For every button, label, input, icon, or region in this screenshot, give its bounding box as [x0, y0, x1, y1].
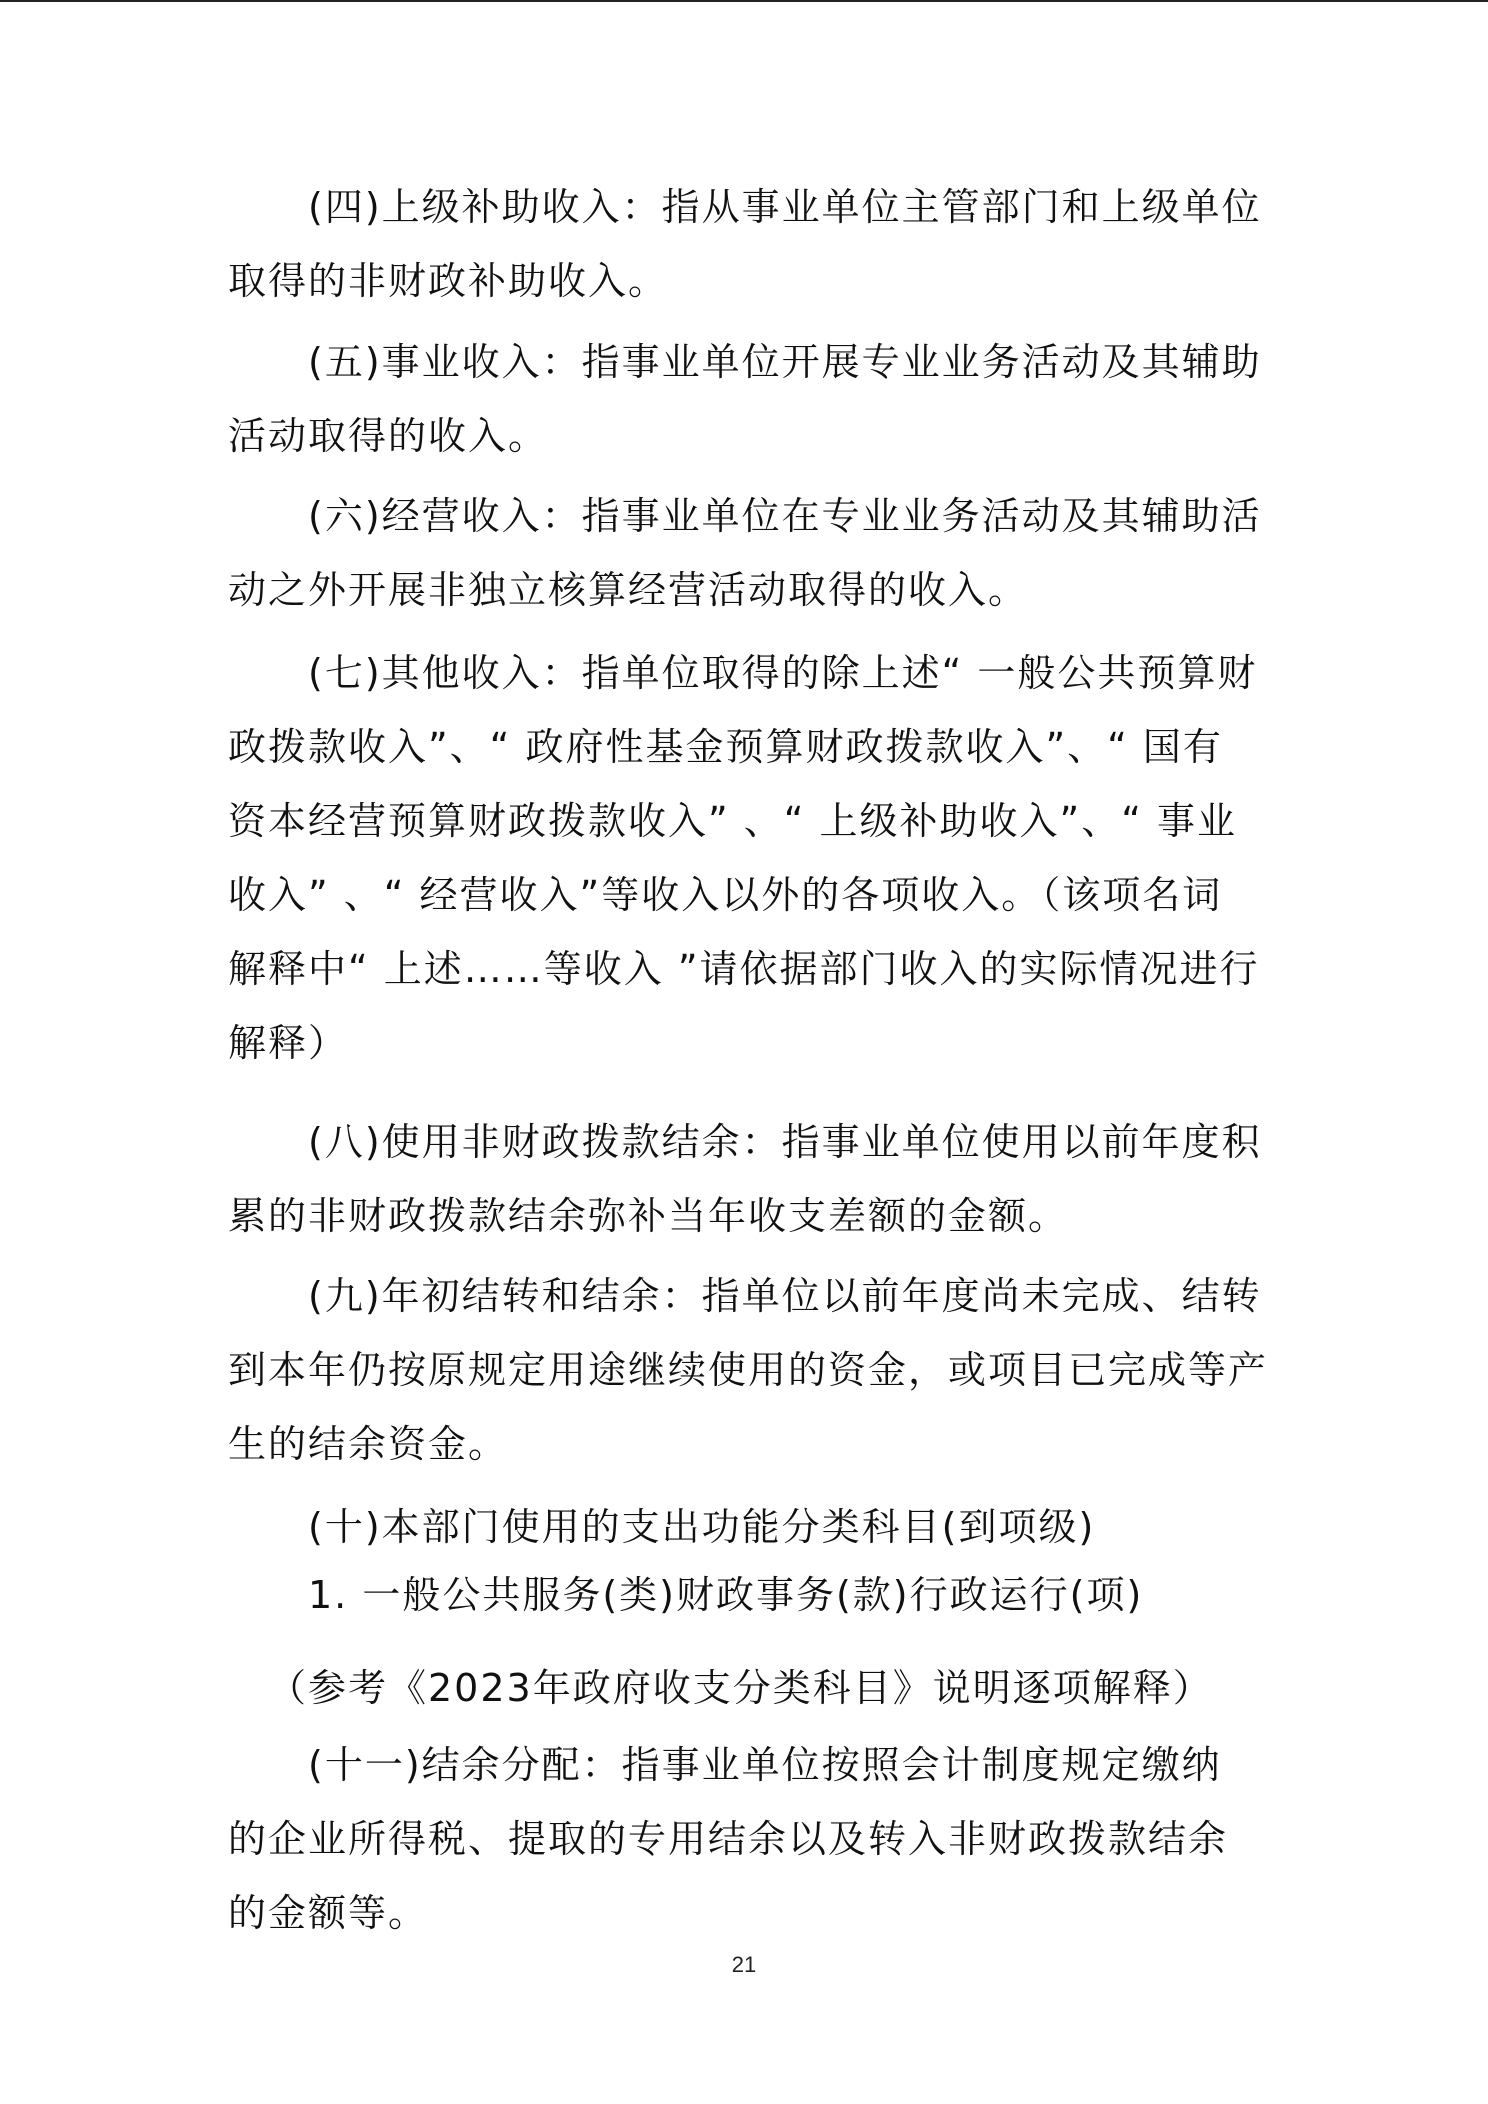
- paragraph-business-income: [228, 325, 1260, 473]
- text-line: 生的结余资金。: [228, 1422, 509, 1466]
- text-line: 政拨款收入”、“ 政府性基金预算财政拨款收入”、“ 国有: [228, 725, 1223, 769]
- paragraph-other-income: [228, 636, 1260, 1080]
- paragraph-expenditure-classification: [228, 1490, 1260, 1564]
- text-line: （参考《2023年政府收支分类科目》说明逐项解释）: [268, 1666, 1213, 1710]
- paragraph-classification-item-1: [228, 1558, 1260, 1632]
- text-line: 活动取得的收入。: [228, 414, 549, 458]
- text-line: 累的非财政拨款结余弥补当年收支差额的金额。: [228, 1194, 1069, 1238]
- text-line: 动之外开展非独立核算经营活动取得的收入。: [228, 568, 1029, 612]
- paragraph-upper-subsidy-income: [228, 170, 1260, 318]
- text-line: (八)使用非财政拨款结余：指事业单位使用以前年度积: [308, 1120, 1262, 1164]
- paragraph-operating-income: [228, 479, 1260, 627]
- text-line: (五)事业收入：指事业单位开展专业业务活动及其辅助: [308, 340, 1262, 384]
- text-line: (十一)结余分配：指事业单位按照会计制度规定缴纳: [308, 1743, 1222, 1787]
- text-line: 资本经营预算财政拨款收入” 、“ 上级补助收入”、“ 事业: [228, 799, 1237, 843]
- text-line: 解释中“ 上述……等收入 ”请依据部门收入的实际情况进行: [228, 947, 1260, 991]
- paragraph-classification-note: [228, 1651, 1260, 1725]
- text-line: 1. 一般公共服务(类)财政事务(款)行政运行(项): [308, 1573, 1144, 1617]
- paragraph-non-fiscal-surplus-use: [228, 1105, 1260, 1253]
- text-line: 解释）: [228, 1021, 349, 1065]
- paragraph-surplus-distribution: [228, 1728, 1260, 1950]
- page-number: 21: [731, 1952, 757, 1977]
- text-line: 收入” 、“ 经营收入”等收入以外的各项收入。（该项名词: [228, 873, 1223, 917]
- text-line: (七)其他收入：指单位取得的除上述“ 一般公共预算财: [308, 651, 1258, 695]
- text-line: 的企业所得税、提取的专用结余以及转入非财政拨款结余: [228, 1817, 1229, 1861]
- text-line: 的金额等。: [228, 1891, 429, 1935]
- text-line: 到本年仍按原规定用途继续使用的资金，或项目已完成等产: [228, 1348, 1269, 1392]
- text-line: (九)年初结转和结余：指单位以前年度尚未完成、结转: [308, 1274, 1262, 1318]
- paragraph-carryover-balance: [228, 1259, 1269, 1481]
- text-line: (六)经营收入：指事业单位在专业业务活动及其辅助活: [308, 494, 1262, 538]
- text-line: (十)本部门使用的支出功能分类科目(到项级): [308, 1505, 1096, 1549]
- text-line: (四)上级补助收入：指从事业单位主管部门和上级单位: [308, 185, 1262, 229]
- text-line: 取得的非财政补助收入。: [228, 259, 669, 303]
